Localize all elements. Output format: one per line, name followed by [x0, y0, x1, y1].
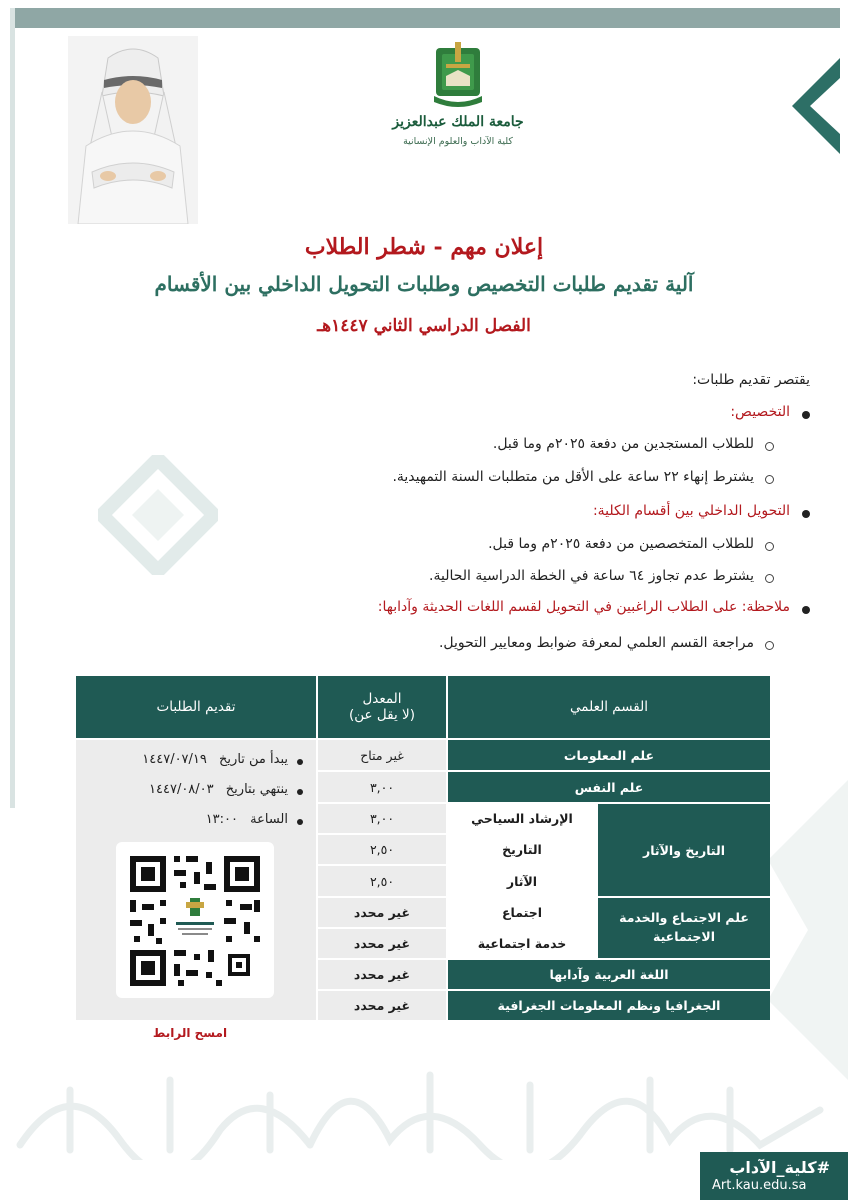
bullet-icon [297, 759, 303, 765]
row-divider [318, 958, 446, 960]
gpa-cell: ٣,٠٠ [369, 779, 395, 795]
circle-bullet-icon [765, 574, 774, 583]
circle-bullet-icon [765, 641, 774, 650]
announcement-title: إعلان مهم - شطر الطلاب [304, 234, 544, 260]
bullet-icon [802, 606, 810, 614]
department-cell: اللغة العربية وآدابها [448, 960, 770, 989]
scan-link-label: امسح الرابط [152, 1026, 228, 1040]
section-heading: التخصيص: [730, 404, 790, 420]
schedule-start [142, 752, 288, 767]
apply-header: تقديم الطلبات [76, 676, 316, 738]
department-header: القسم العلمي [448, 676, 770, 738]
gpa-cell: ٢,٥٠ [369, 873, 395, 889]
application-qr-code[interactable] [116, 842, 274, 998]
circle-bullet-icon [765, 475, 774, 484]
department-cell: علم المعلومات [448, 740, 770, 770]
college-hashtag[interactable]: #كلية_الآداب [729, 1158, 830, 1177]
row-divider [318, 864, 446, 866]
subdepartment-cell: الإرشاد السياحي [448, 804, 596, 833]
university-emblem-icon [430, 42, 486, 110]
group-cell: التاريخ والآثار [598, 804, 770, 896]
calligraphy-watermark [10, 1050, 840, 1160]
student-illustration [68, 36, 198, 224]
schedule-time-label: الساعة [250, 812, 288, 827]
gpa-header [318, 676, 446, 738]
row-divider [318, 896, 446, 898]
subdepartment-cell: الآثار [448, 866, 596, 896]
subdepartment-cell: خدمة اجتماعية [448, 929, 596, 958]
schedule-end [149, 782, 288, 797]
bullet-icon [802, 411, 810, 419]
list-item: يشترط عدم تجاوز ٦٤ ساعة في الخطة الدراسية الحالية. [429, 568, 754, 584]
footer-banner [700, 1152, 848, 1200]
circle-bullet-icon [765, 442, 774, 451]
college-logo-icon [172, 896, 218, 940]
university-name: جامعة الملك عبدالعزيز [392, 114, 524, 130]
schedule-time [206, 812, 288, 827]
gpa-cell: غير محدد [353, 998, 411, 1013]
bullet-icon [297, 819, 303, 825]
row-divider [318, 770, 446, 772]
college-name: كلية الآداب والعلوم الإنسانية [403, 136, 513, 147]
circle-bullet-icon [765, 542, 774, 551]
left-accent-bar [10, 8, 15, 808]
gpa-header-label: المعدل [362, 691, 402, 707]
gpa-header-note: (لا يقل عن) [349, 707, 415, 723]
chevron-decoration-icon [792, 58, 840, 154]
bullet-icon [802, 510, 810, 518]
gpa-cell: غير محدد [353, 936, 411, 951]
qr-code-icon [116, 842, 274, 998]
row-divider [318, 833, 446, 835]
note-heading: ملاحظة: على الطلاب الراغبين في التحويل لقسم اللغات الحديثة وآدابها: [377, 599, 790, 615]
list-item: يشترط إنهاء ٢٢ ساعة على الأقل من متطلبات السنة التمهيدية. [392, 469, 754, 485]
university-logo [318, 38, 598, 158]
section-heading: التحويل الداخلي بين أقسام الكلية: [592, 503, 790, 519]
gpa-cell: غير محدد [353, 905, 411, 920]
gpa-cell: غير محدد [353, 967, 411, 982]
gpa-cell: ٣,٠٠ [369, 811, 395, 826]
subdepartment-cell: اجتماع [448, 898, 596, 927]
top-accent-bar [10, 8, 840, 28]
diamond-decoration-icon [98, 455, 218, 575]
intro-text: يقتصر تقديم طلبات: [692, 372, 810, 388]
group-cell: علم الاجتماع والخدمة الاجتماعية [598, 898, 770, 958]
gpa-cell: ٢,٥٠ [369, 842, 395, 857]
row-divider [318, 989, 446, 991]
schedule-start-label: يبدأ من تاريخ [219, 752, 288, 767]
academic-term: الفصل الدراسي الثاني ١٤٤٧هـ [317, 316, 531, 336]
department-cell: علم النفس [448, 772, 770, 802]
schedule-end-value: ١٤٤٧/٠٨/٠٣ [149, 782, 214, 797]
schedule-end-label: ينتهي بتاريخ [225, 782, 288, 797]
bullet-icon [297, 789, 303, 795]
row-divider [318, 927, 446, 929]
department-cell: الجغرافيا ونظم المعلومات الجغرافية [448, 991, 770, 1020]
list-item: للطلاب المستجدين من دفعة ٢٠٢٥م وما قبل. [492, 436, 754, 452]
schedule-time-value: ١٣:٠٠ [205, 812, 238, 827]
subdepartment-cell: التاريخ [448, 835, 596, 864]
list-item: للطلاب المتخصصين من دفعة ٢٠٢٥م وما قبل. [488, 536, 754, 552]
list-item: مراجعة القسم العلمي لمعرفة ضوابط ومعايير التحويل. [438, 635, 754, 651]
row-divider [318, 802, 446, 804]
gpa-cell: غير متاح [360, 747, 404, 763]
college-website-link[interactable]: Art.kau.edu.sa [712, 1178, 807, 1193]
schedule-start-value: ١٤٤٧/٠٧/١٩ [142, 752, 207, 767]
announcement-subtitle: آلية تقديم طلبات التخصيص وطلبات التحويل الداخلي بين الأقسام [154, 272, 694, 296]
